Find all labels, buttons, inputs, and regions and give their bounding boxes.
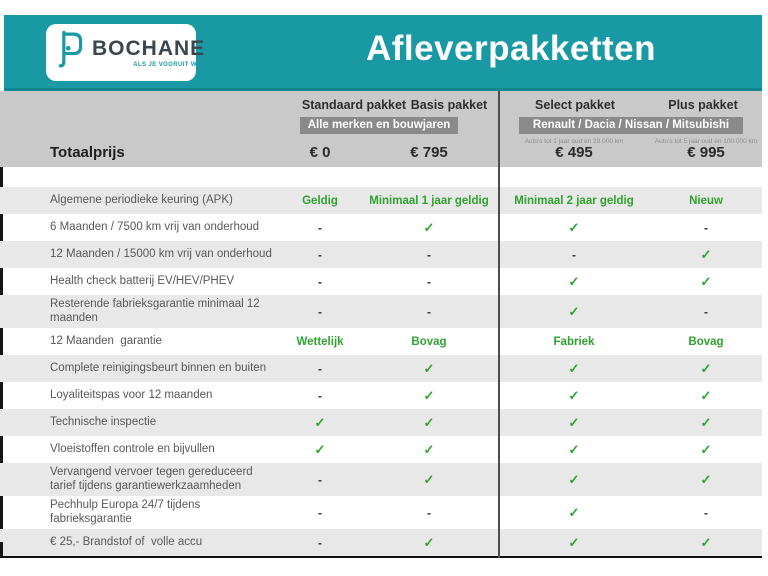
feature-label: Vervangend vervoer tegen gereduceerd tarief tijdens garantiewerkzaamheden — [50, 466, 256, 492]
check-icon: ✓ — [700, 441, 712, 457]
feature-row — [0, 463, 762, 496]
feature-rows — [0, 187, 762, 556]
feature-row — [0, 295, 762, 328]
feature-label: Algemene periodieke keuring (APK) — [50, 193, 233, 206]
feature-value: Bovag — [411, 335, 447, 348]
check-icon: ✓ — [423, 360, 435, 376]
check-icon: ✓ — [700, 387, 712, 403]
feature-row — [0, 268, 762, 295]
dash-icon: - — [318, 247, 322, 262]
check-icon: ✓ — [423, 414, 435, 430]
check-icon: ✓ — [568, 273, 580, 289]
dash-icon: - — [704, 220, 708, 235]
column-basis-pakket: Basis pakket — [410, 98, 488, 112]
dash-icon: - — [318, 505, 322, 520]
feature-value: Geldig — [302, 194, 338, 207]
price-standaard: € 0 — [309, 144, 331, 161]
badge-alle-merken: Alle merken en bouwjaren — [300, 117, 458, 134]
check-icon: ✓ — [568, 534, 580, 550]
feature-row — [0, 187, 762, 214]
column-select-pakket: Select pakket — [535, 98, 615, 112]
feature-label: Technische inspectie — [50, 415, 157, 428]
dash-icon: - — [318, 472, 322, 487]
price-plus: € 995 — [687, 144, 725, 161]
bochane-logo-icon — [55, 29, 85, 76]
dash-icon: - — [318, 361, 322, 376]
feature-row — [0, 214, 762, 241]
feature-label: Complete reinigingsbeurt binnen en buiten — [50, 361, 267, 374]
feature-row — [0, 382, 762, 409]
feature-row — [0, 409, 762, 436]
feature-row — [0, 355, 762, 382]
feature-value: Fabriek — [553, 335, 595, 348]
feature-label: Health check batterij EV/HEV/PHEV — [50, 274, 235, 287]
brand-text-block — [92, 38, 205, 68]
dash-icon: - — [427, 247, 431, 262]
feature-value: Minimaal 2 jaar geldig — [514, 194, 634, 207]
brand-tagline: ALS JE VOORUIT WIL. — [133, 61, 206, 68]
feature-label: 6 Maanden / 7500 km vrij van onderhoud — [50, 220, 260, 233]
left-edge-tick-bottom — [0, 542, 3, 556]
feature-value: Wettelijk — [296, 335, 344, 348]
check-icon: ✓ — [568, 219, 580, 235]
feature-label: 12 Maanden / 15000 km vrij van onderhoud — [50, 247, 272, 260]
check-icon: ✓ — [314, 441, 326, 457]
brand-name: BOCHANE — [92, 36, 206, 60]
check-icon: ✓ — [700, 414, 712, 430]
dash-icon: - — [704, 505, 708, 520]
feature-row — [0, 328, 762, 355]
check-icon: ✓ — [568, 414, 580, 430]
check-icon: ✓ — [423, 441, 435, 457]
header-banner — [4, 15, 762, 91]
price-basis: € 795 — [410, 144, 448, 161]
feature-label: Vloeistoffen controle en bijvullen — [50, 442, 215, 455]
check-icon: ✓ — [568, 303, 580, 319]
feature-label: € 25,- Brandstof of volle accu — [50, 536, 203, 549]
column-group-divider — [498, 91, 500, 558]
feature-value: Nieuw — [689, 194, 723, 207]
dash-icon: - — [318, 388, 322, 403]
table-bottom-border — [0, 556, 762, 558]
check-icon: ✓ — [568, 504, 580, 520]
dash-icon: - — [318, 535, 322, 550]
feature-row — [0, 529, 762, 556]
total-price-label: Totaalprijs — [50, 144, 125, 161]
check-icon: ✓ — [700, 246, 712, 262]
check-icon: ✓ — [314, 414, 326, 430]
badge-renault-dacia-nissan-mitsubishi: Renault / Dacia / Nissan / Mitsubishi — [519, 117, 743, 134]
check-icon: ✓ — [568, 387, 580, 403]
feature-value: Minimaal 1 jaar geldig — [369, 194, 489, 207]
check-icon: ✓ — [423, 534, 435, 550]
dash-icon: - — [318, 220, 322, 235]
dash-icon: - — [572, 247, 576, 262]
feature-label: Pechhulp Europa 24/7 tijdens fabrieksgarantie — [50, 499, 204, 525]
packages-header-band — [0, 91, 762, 167]
check-icon: ✓ — [700, 360, 712, 376]
column-plus-pakket: Plus pakket — [668, 98, 738, 112]
note-select-pakket: Auto's tot 1 jaar oud en 20.000 km — [524, 138, 624, 145]
check-icon: ✓ — [568, 441, 580, 457]
note-plus-pakket: Auto's tot 5 jaar oud en 100.000 km — [654, 138, 758, 145]
price-select: € 495 — [555, 144, 593, 161]
check-icon: ✓ — [568, 471, 580, 487]
column-standaard-pakket: Standaard pakket — [301, 98, 407, 112]
check-icon: ✓ — [700, 273, 712, 289]
dash-icon: - — [427, 304, 431, 319]
check-icon: ✓ — [568, 360, 580, 376]
check-icon: ✓ — [700, 534, 712, 550]
dash-icon: - — [318, 304, 322, 319]
dash-icon: - — [318, 274, 322, 289]
feature-row — [0, 496, 762, 529]
left-edge-tick-top — [0, 167, 3, 187]
feature-label: Loyaliteitspas voor 12 maanden — [50, 388, 213, 401]
bochane-logo — [46, 24, 206, 81]
page-title: Afleverpakketten — [365, 29, 657, 68]
feature-value: Bovag — [688, 335, 724, 348]
feature-row — [0, 241, 762, 268]
check-icon: ✓ — [423, 219, 435, 235]
check-icon: ✓ — [700, 471, 712, 487]
feature-label: Resterende fabrieksgarantie minimaal 12 maanden — [50, 298, 263, 324]
check-icon: ✓ — [423, 471, 435, 487]
dash-icon: - — [427, 274, 431, 289]
check-icon: ✓ — [423, 387, 435, 403]
dash-icon: - — [704, 304, 708, 319]
feature-label: 12 Maanden garantie — [50, 334, 162, 347]
dash-icon: - — [427, 505, 431, 520]
feature-row — [0, 436, 762, 463]
